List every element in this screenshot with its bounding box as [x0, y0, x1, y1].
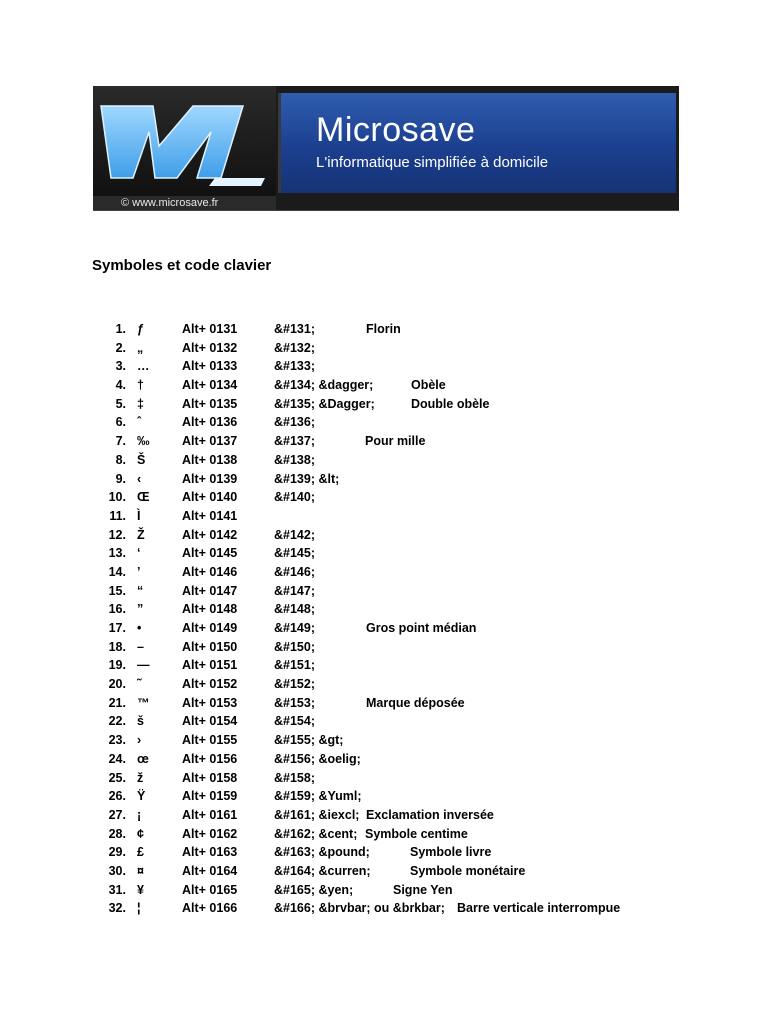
list-item: [0, 638, 768, 657]
item-description: Pour mille: [365, 434, 426, 449]
item-symbol: Ì: [137, 508, 141, 523]
item-symbol: ’: [137, 564, 141, 579]
item-html-code: &#158;: [274, 770, 315, 785]
item-description: Symbole livre: [410, 845, 492, 860]
list-item: [0, 339, 768, 358]
list-item: [0, 619, 768, 638]
list-item: [0, 544, 768, 563]
list-item: [0, 563, 768, 582]
item-description: Gros point médian: [366, 621, 477, 635]
item-symbol: ¤: [137, 863, 144, 878]
item-number: 28.: [108, 826, 126, 841]
item-number: 15.: [108, 583, 126, 598]
item-symbol: ˆ: [137, 415, 142, 430]
item-symbol: “: [137, 583, 144, 598]
item-html-code: &#161; &iexcl;: [274, 807, 360, 822]
list-item: [0, 357, 768, 376]
item-symbol: –: [137, 639, 144, 654]
item-symbol: …: [137, 359, 150, 374]
list-item: [0, 750, 768, 769]
item-number: 12.: [108, 527, 126, 542]
symbol-list: [0, 320, 768, 918]
item-alt-code: Alt+ 0140: [182, 490, 238, 505]
item-html-code: &#146;: [274, 564, 315, 579]
list-item: [0, 843, 768, 862]
item-html-code: &#142;: [274, 527, 315, 542]
item-symbol: ¥: [137, 882, 144, 897]
item-html-code: &#145;: [274, 546, 315, 561]
item-alt-code: Alt+ 0131: [182, 322, 238, 336]
page-title: Symboles et code clavier: [92, 257, 272, 274]
item-description: Barre verticale interrompue: [457, 901, 621, 916]
item-number: 6.: [115, 415, 126, 430]
item-number: 7.: [115, 434, 126, 449]
list-item: [0, 395, 768, 414]
item-alt-code: Alt+ 0151: [182, 658, 238, 673]
item-symbol: ™: [137, 695, 150, 710]
item-alt-code: Alt+ 0153: [182, 695, 238, 710]
item-symbol: ž: [137, 770, 144, 785]
item-symbol: Š: [137, 452, 146, 467]
item-alt-code: Alt+ 0132: [182, 340, 238, 355]
item-number: 31.: [108, 882, 126, 897]
list-item: [0, 712, 768, 731]
item-number: 30.: [108, 863, 126, 878]
logo-m-icon: [93, 86, 276, 196]
item-html-code: &#162; &cent;: [274, 826, 358, 841]
item-html-code: &#134; &dagger;: [274, 378, 374, 393]
item-alt-code: Alt+ 0163: [182, 845, 238, 860]
item-symbol: £: [137, 845, 144, 860]
list-item: [0, 413, 768, 432]
item-alt-code: Alt+ 0138: [182, 452, 238, 467]
item-html-code: &#148;: [274, 602, 315, 617]
item-alt-code: Alt+ 0141: [182, 508, 238, 523]
item-alt-code: Alt+ 0149: [182, 621, 238, 635]
item-html-code: &#155; &gt;: [274, 733, 344, 748]
item-number: 16.: [108, 602, 126, 617]
item-number: 19.: [108, 658, 126, 673]
list-item: [0, 862, 768, 881]
item-alt-code: Alt+ 0154: [182, 714, 238, 729]
item-html-code: &#166; &brvbar; ou &brkbar;: [274, 901, 445, 916]
item-number: 18.: [108, 639, 126, 654]
item-html-code: &#136;: [274, 415, 315, 430]
item-number: 2.: [115, 340, 126, 355]
item-symbol: „: [137, 340, 144, 355]
item-symbol: ‡: [137, 396, 144, 411]
item-symbol: š: [137, 714, 144, 729]
item-number: 20.: [108, 677, 126, 692]
brand-name: Microsave: [316, 111, 476, 149]
list-item: [0, 470, 768, 489]
list-item: [0, 899, 768, 918]
item-description: Symbole monétaire: [410, 863, 526, 878]
item-alt-code: Alt+ 0165: [182, 882, 238, 897]
item-alt-code: Alt+ 0136: [182, 415, 238, 430]
item-html-code: &#150;: [274, 639, 315, 654]
item-alt-code: Alt+ 0166: [182, 901, 238, 916]
item-alt-code: Alt+ 0162: [182, 826, 238, 841]
item-html-code: &#156; &oelig;: [274, 751, 361, 766]
item-alt-code: Alt+ 0139: [182, 471, 238, 486]
list-item: [0, 488, 768, 507]
item-number: 14.: [108, 564, 126, 579]
item-html-code: &#132;: [274, 340, 315, 355]
list-item: [0, 582, 768, 601]
item-alt-code: Alt+ 0152: [182, 677, 238, 692]
item-number: 21.: [108, 695, 126, 710]
item-number: 1.: [115, 322, 126, 336]
item-number: 24.: [108, 751, 126, 766]
item-symbol: ”: [137, 602, 144, 617]
item-alt-code: Alt+ 0134: [182, 378, 238, 393]
item-symbol: ˜: [137, 677, 142, 692]
item-number: 8.: [115, 452, 126, 467]
item-number: 22.: [108, 714, 126, 729]
item-symbol: ¦: [137, 901, 141, 916]
microsave-logo: [93, 86, 276, 196]
item-symbol: ¡: [137, 807, 142, 822]
item-html-code: &#152;: [274, 677, 315, 692]
list-item: [0, 320, 768, 339]
list-item: [0, 731, 768, 750]
brand-tagline: L'informatique simplifiée à domicile: [316, 154, 549, 171]
item-symbol: ‰: [137, 434, 150, 449]
list-item: [0, 694, 768, 713]
item-alt-code: Alt+ 0159: [182, 789, 238, 804]
list-item: [0, 507, 768, 526]
list-item: [0, 526, 768, 545]
item-symbol: Ž: [137, 527, 145, 542]
item-html-code: &#137;: [274, 434, 315, 449]
item-symbol: ƒ: [137, 322, 144, 336]
item-symbol: ‘: [137, 546, 141, 561]
item-number: 29.: [108, 845, 126, 860]
item-alt-code: Alt+ 0135: [182, 396, 238, 411]
list-item: [0, 769, 768, 788]
item-alt-code: Alt+ 0133: [182, 359, 238, 374]
list-item: [0, 787, 768, 806]
item-alt-code: Alt+ 0161: [182, 807, 238, 822]
item-symbol: ›: [137, 733, 142, 748]
item-number: 23.: [108, 733, 126, 748]
item-alt-code: Alt+ 0148: [182, 602, 238, 617]
header-divider: [93, 210, 679, 211]
item-html-code: &#164; &curren;: [274, 863, 371, 878]
item-alt-code: Alt+ 0156: [182, 751, 238, 766]
item-number: 32.: [108, 901, 126, 916]
item-html-code: &#147;: [274, 583, 315, 598]
item-symbol: —: [137, 658, 150, 673]
item-html-code: &#138;: [274, 452, 315, 467]
item-symbol: †: [137, 378, 144, 393]
item-html-code: &#154;: [274, 714, 315, 729]
item-html-code: &#131;: [274, 322, 315, 336]
item-html-code: &#133;: [274, 359, 315, 374]
list-item: [0, 675, 768, 694]
copyright-text: © www.microsave.fr: [121, 197, 219, 209]
item-number: 25.: [108, 770, 126, 785]
item-symbol: ‹: [137, 471, 142, 486]
item-alt-code: Alt+ 0150: [182, 639, 238, 654]
item-alt-code: Alt+ 0146: [182, 564, 238, 579]
item-html-code: &#163; &pound;: [274, 845, 370, 860]
item-symbol: Ÿ: [137, 789, 146, 804]
item-html-code: &#140;: [274, 490, 315, 505]
item-html-code: &#139; &lt;: [274, 471, 340, 486]
item-html-code: &#135; &Dagger;: [274, 396, 375, 411]
list-item: [0, 881, 768, 900]
list-item: [0, 432, 768, 451]
item-description: Florin: [366, 322, 401, 336]
item-number: 13.: [108, 546, 126, 561]
item-number: 10.: [108, 490, 126, 505]
list-item: [0, 600, 768, 619]
item-alt-code: Alt+ 0145: [182, 546, 238, 561]
item-html-code: &#165; &yen;: [274, 882, 354, 897]
list-item: [0, 806, 768, 825]
header-banner: [93, 86, 679, 210]
list-item: [0, 376, 768, 395]
item-alt-code: Alt+ 0158: [182, 770, 238, 785]
item-description: Marque déposée: [366, 695, 465, 710]
item-number: 5.: [115, 396, 126, 411]
item-description: Exclamation inversée: [366, 807, 494, 822]
item-symbol: ¢: [137, 826, 144, 841]
item-symbol: œ: [137, 751, 149, 766]
item-html-code: &#151;: [274, 658, 315, 673]
list-item: [0, 451, 768, 470]
item-number: 26.: [108, 789, 126, 804]
item-description: Signe Yen: [393, 882, 453, 897]
list-item: [0, 656, 768, 675]
list-item: [0, 825, 768, 844]
brand-panel: [278, 93, 676, 193]
item-number: 17.: [108, 621, 126, 635]
item-number: 11.: [109, 508, 126, 523]
item-alt-code: Alt+ 0142: [182, 527, 238, 542]
item-alt-code: Alt+ 0164: [182, 863, 238, 878]
item-alt-code: Alt+ 0147: [182, 583, 238, 598]
item-description: Obèle: [411, 378, 446, 393]
item-symbol: Œ: [137, 490, 150, 505]
item-number: 4.: [115, 378, 126, 393]
item-alt-code: Alt+ 0155: [182, 733, 238, 748]
item-number: 3.: [115, 359, 126, 374]
item-html-code: &#149;: [274, 621, 315, 635]
item-description: Double obèle: [411, 396, 490, 411]
item-alt-code: Alt+ 0137: [182, 434, 238, 449]
item-number: 27.: [108, 807, 126, 822]
item-description: Symbole centime: [365, 826, 468, 841]
item-symbol: •: [137, 621, 142, 635]
item-html-code: &#153;: [274, 695, 315, 710]
item-number: 9.: [115, 471, 126, 486]
item-html-code: &#159; &Yuml;: [274, 789, 362, 804]
